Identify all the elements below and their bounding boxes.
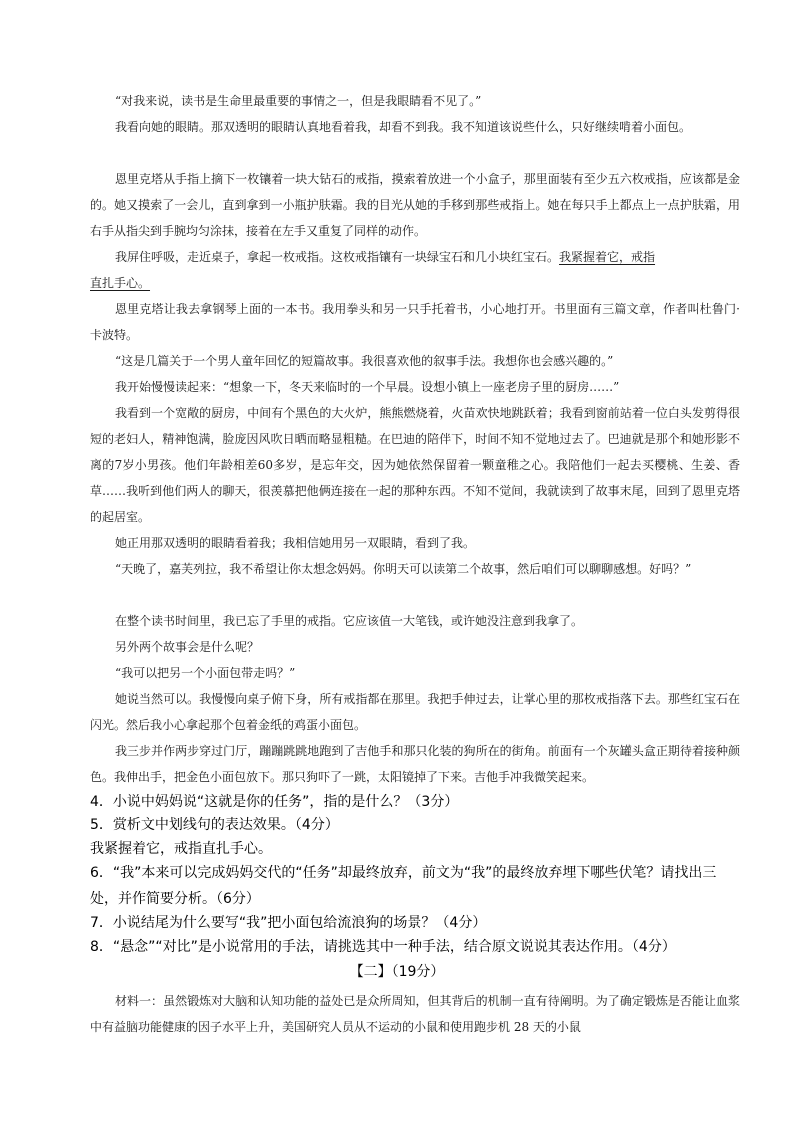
story-paragraph: “这是几篇关于一个男人童年回忆的短篇故事。我很喜欢他的叙事手法。我想你也会感兴趣的。” <box>115 354 614 368</box>
story-paragraph: 另外两个故事会是什么呢？ <box>115 640 260 654</box>
story-paragraph: “我可以把另一个小面包带走吗？” <box>115 666 296 680</box>
question-5: 5．赏析文中划线句的表达效果。（4分） <box>90 817 339 833</box>
question-8: 8．“悬念”“对比”是小说常用的手法，请挑选其中一种手法，结合原文说说其表达作用。（4分） <box>90 939 676 955</box>
story-text: 我屏住呼吸，走近桌子，拿起一枚戒指。这枚戒指镶有一块绿宝石和几小块红宝石。 <box>115 250 560 264</box>
story-paragraph: 我看到一个宽敞的厨房，中间有个黑色的大火炉，熊熊燃烧着，火苗欢快地跳跃着；我看到窗前站着一位白头发剪得很短的老妇人，精神饱满，脸庞因风吹日晒而略显粗糙。在巴迪的陪伴下，时间不知不觉地过去了。巴迪就是那个和她形影不离的7岁小男孩。他们年龄相差60多岁，是忘年交，因为她依然保留着一颗童稚之心。我陪他们一起去买樱桃、生姜、香草……我听到他们两人的聊天，很羡慕把他俩连接在一起的那种东西。不知不觉间，我就读到了故事末尾，回到了恩里克塔的起居室。 <box>90 406 740 524</box>
question-5-quote: 我紧握着它，戒指直扎手心。 <box>90 841 272 857</box>
story-paragraph <box>90 244 740 296</box>
question-7: 7．小说结尾为什么要写“我”把小面包给流浪狗的场景？（4分） <box>90 915 487 931</box>
story-paragraph: 她说当然可以。我慢慢向桌子俯下身，所有戒指都在那里。我把手伸过去，让掌心里的那枚戒指落下去。那些红宝石在闪光。然后我小心拿起那个包着金纸的鸡蛋小面包。 <box>90 692 740 732</box>
question-6: 6．“我”本来可以完成妈妈交代的“任务”却最终放弃，前文为“我”的最终放弃埋下哪些伏笔？请找出三处，并作简要分析。（6分） <box>90 865 717 907</box>
story-paragraph: “对我来说，读书是生命里最重要的事情之一，但是我眼睛看不见了。” <box>115 94 482 108</box>
story-paragraph: 恩里克塔让我去拿钢琴上面的一本书。我用拳头和另一只手托着书，小心地打开。书里面有三篇文章，作者叫杜鲁门·卡波特。 <box>90 302 740 342</box>
story-paragraph: 恩里克塔从手指上摘下一枚镶着一块大钻石的戒指，摸索着放进一个小盒子，那里面装有至少五六枚戒指，应该都是金的。她又摸索了一会儿，直到拿到一小瓶护肤霜。我的目光从她的手移到那些戒指上。她在每只手上都点上一点护肤霜，用右手从指尖到手腕均匀涂抹，接着在左手又重复了同样的动作。 <box>90 172 740 238</box>
underlined-sentence: 我紧握着它，戒指 <box>559 250 656 264</box>
underlined-sentence: 直扎手心。 <box>90 276 151 290</box>
story-paragraph: “天晚了，嘉芙列拉，我不希望让你太想念妈妈。你明天可以读第二个故事，然后咱们可以聊聊感想。好吗？” <box>115 562 692 576</box>
story-paragraph: 她正用那双透明的眼睛看着我；我相信她用另一双眼睛，看到了我。 <box>115 536 476 550</box>
story-paragraph: 我开始慢慢读起来：“想象一下，冬天来临时的一个早晨。设想小镇上一座老房子里的厨房……” <box>115 380 620 394</box>
story-paragraph: 我看向她的眼睛。那双透明的眼睛认真地看着我，却看不到我。我不知道该说些什么，只好继续啃着小面包。 <box>115 120 692 134</box>
story-paragraph: 在整个读书时间里，我已忘了手里的戒指。它应该值一大笔钱，或许她没注意到我拿了。 <box>115 614 584 628</box>
story-paragraph: 我三步并作两步穿过门厅，蹦蹦跳跳地跑到了吉他手和那只化装的狗所在的街角。前面有一个灰罐头盒正期待着接种颜色。我伸出手，把金色小面包放下。那只狗吓了一跳，太阳镜掉了下来。吉他手冲我微笑起来。 <box>90 744 740 784</box>
section-title: 【二】（19分） <box>349 964 445 980</box>
material-1: 材料一：虽然锻炼对大脑和认知功能的益处已是众所周知，但其背后的机制一直有待阐明。为了确定锻炼是否能让血浆中有益脑功能健康的因子水平上升，美国研究人员从不运动的小鼠和使用跑步机 28 天的小鼠 <box>90 994 740 1034</box>
question-4: 4．小说中妈妈说“这就是你的任务”，指的是什么？（3分） <box>90 794 459 810</box>
